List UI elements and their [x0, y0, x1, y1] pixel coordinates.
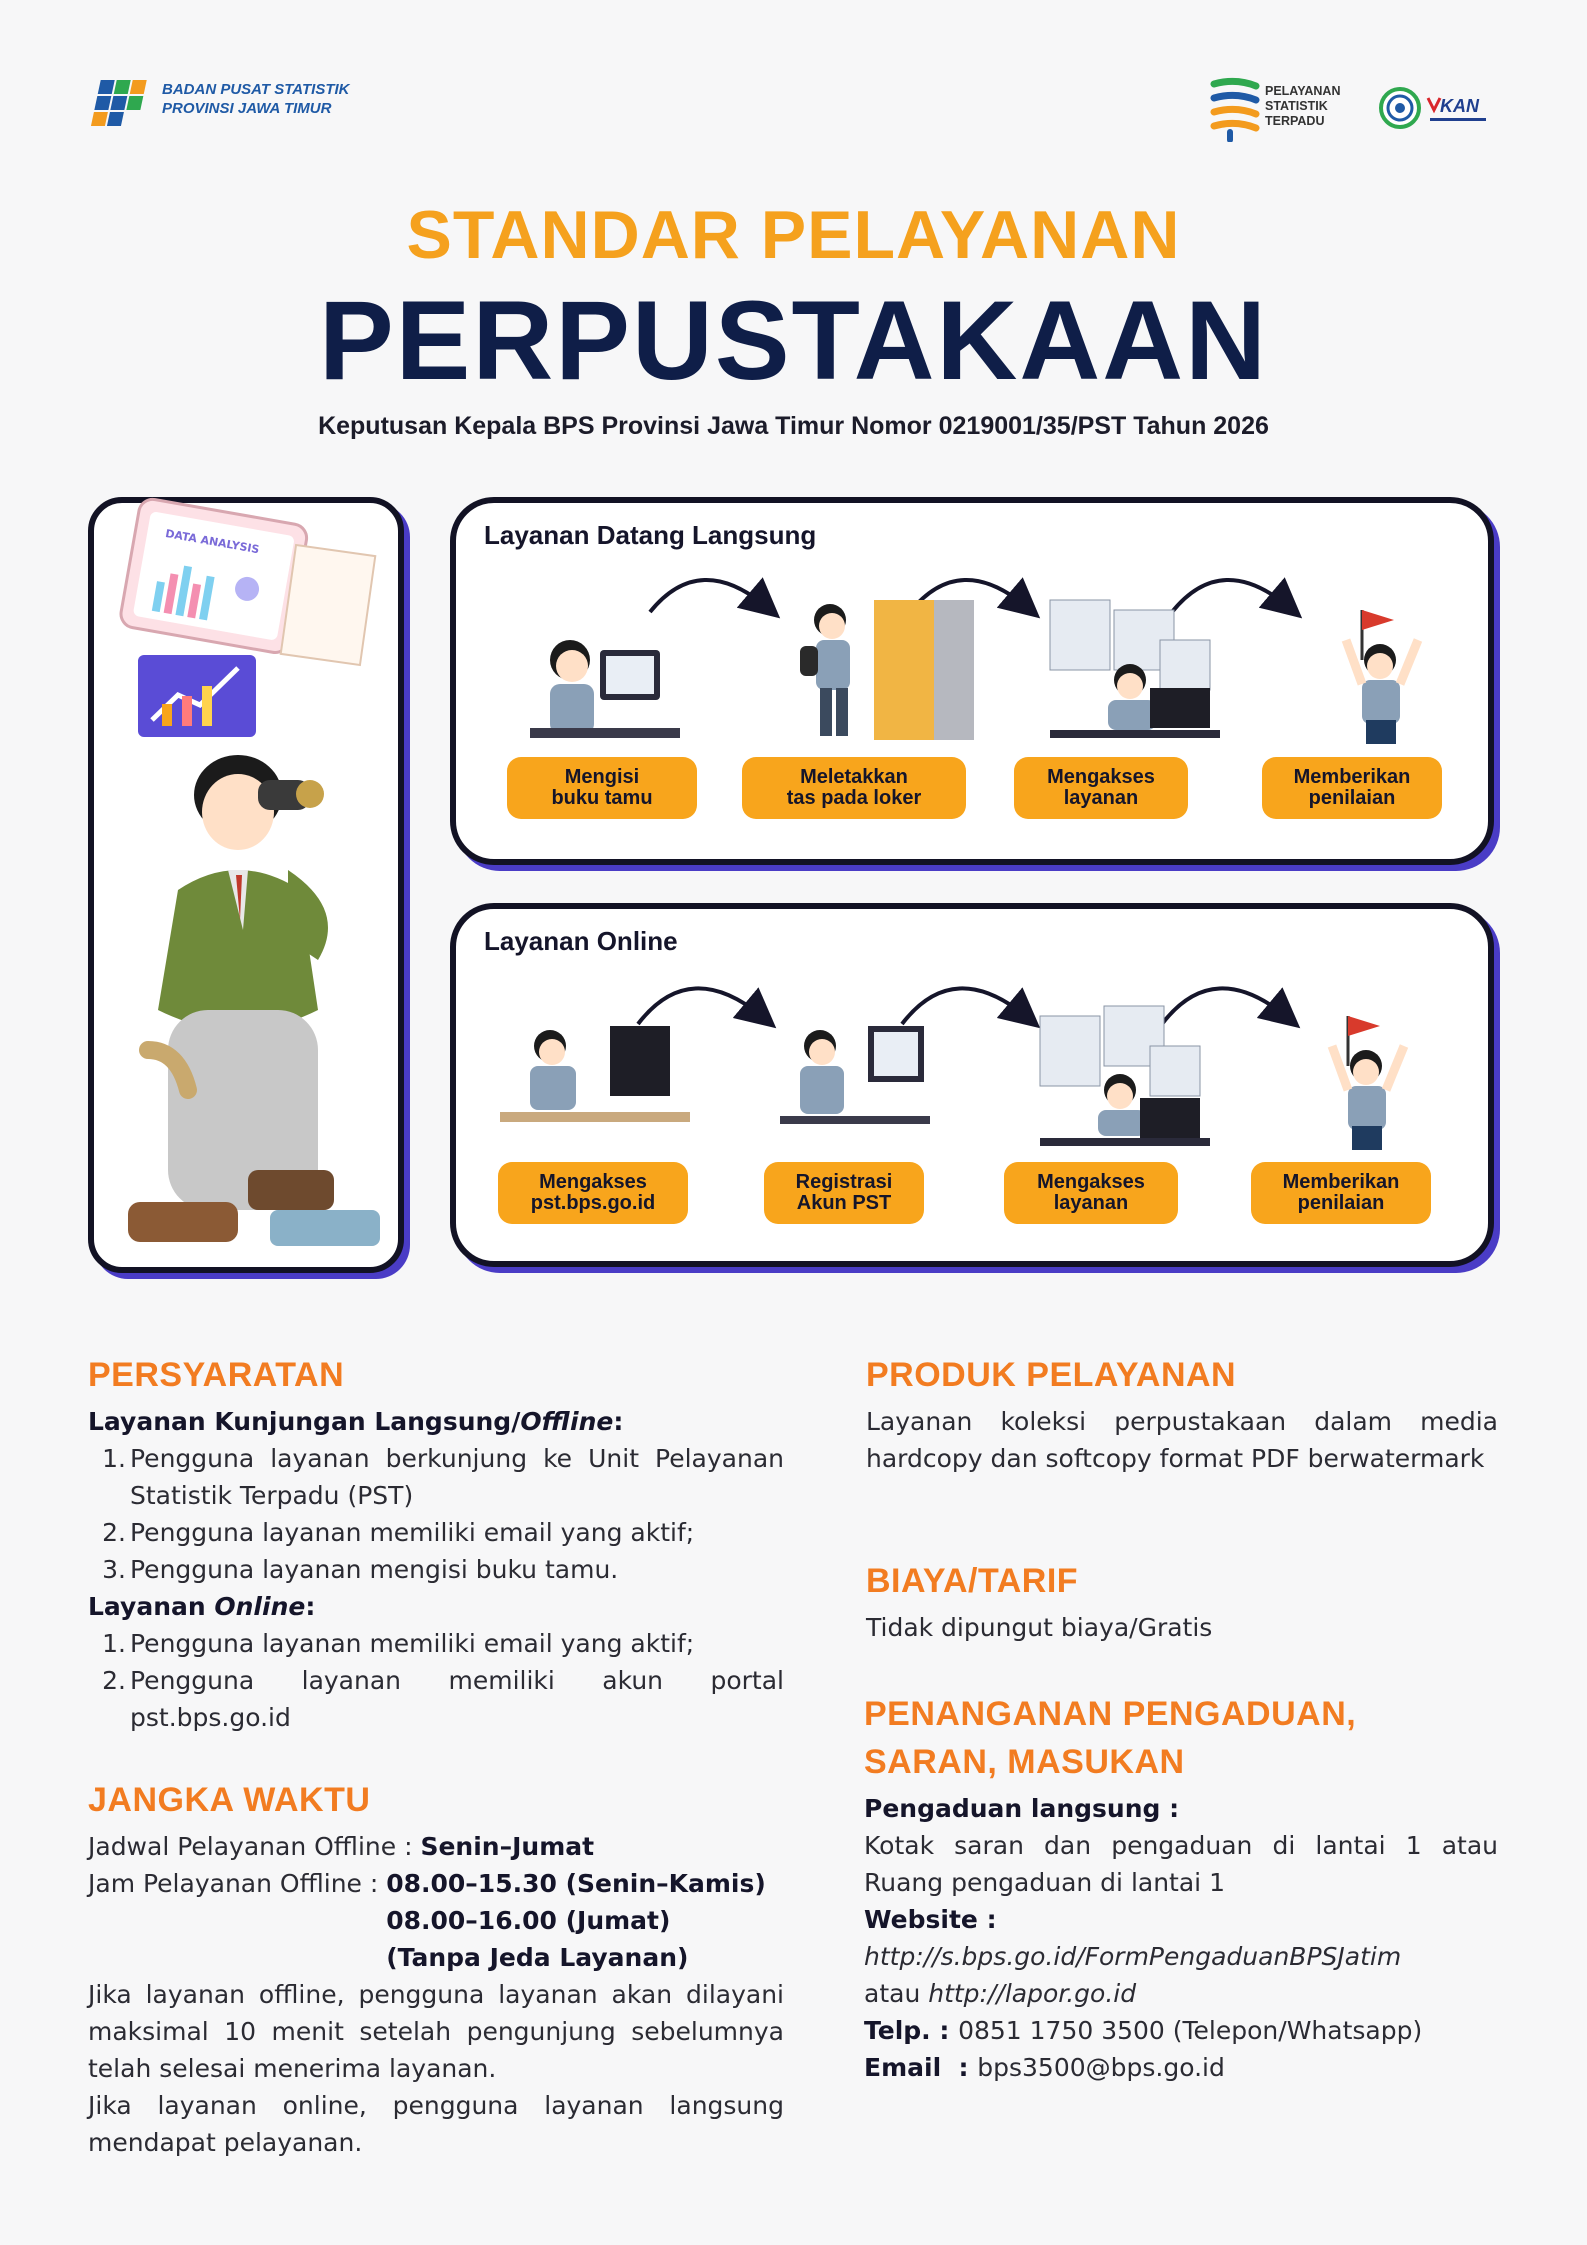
- org-name: BADAN PUSAT STATISTIK PROVINSI JAWA TIMUR: [162, 81, 350, 117]
- persyaratan-section: [88, 1403, 784, 1736]
- produk-title: PRODUK PELAYANAN: [866, 1356, 1237, 1394]
- pengaduan-langsung-text: Kotak saran dan pengaduan di lantai 1 atau Ruang pengaduan di lantai 1: [864, 1831, 1498, 1897]
- online-requirements-heading: Layanan Online:: [88, 1592, 316, 1621]
- explorer-illustration: [88, 490, 448, 1290]
- online-step-3-label: Mengakses layanan: [1004, 1162, 1178, 1224]
- telp-row: Telp. : 0851 1750 3500 (Telepon/Whatsapp): [864, 2016, 1423, 2045]
- kan-logo-icon: [1426, 92, 1492, 126]
- persyaratan-title: PERSYARATAN: [88, 1356, 345, 1394]
- online-step-2-label: Registrasi Akun PST: [764, 1162, 924, 1224]
- offline-time-note: Jika layanan offline, pengguna layanan akan dilayani maksimal 10 menit setelah pengunjung sebelumnya telah selesai menerima layanan.: [88, 1980, 784, 2083]
- produk-text: Layanan koleksi perpustakaan dalam media hardcopy dan softcopy format PDF berwatermark: [866, 1407, 1498, 1473]
- offline-step-4-label: Memberikan penilaian: [1262, 757, 1442, 819]
- pst-logo-icon: [1210, 76, 1260, 142]
- website-label: Website :: [864, 1905, 997, 1934]
- website-link-1[interactable]: http://s.bps.go.id/FormPengaduanBPSJatim: [864, 1942, 1402, 1971]
- online-requirements-list: [88, 1625, 784, 1736]
- list-item: 3. Pengguna layanan mengisi buku tamu.: [102, 1555, 619, 1584]
- list-item: 2. Pengguna layanan memiliki akun portal pst.bps.go.id: [102, 1666, 784, 1732]
- list-item: 1. Pengguna layanan memiliki email yang aktif;: [102, 1629, 695, 1658]
- title-top: STANDAR PELAYANAN: [406, 197, 1181, 273]
- website-link-2[interactable]: http://lapor.go.id: [928, 1979, 1137, 2008]
- website-alt-row: atau http://lapor.go.id: [864, 1979, 1137, 2008]
- jam-values: 08.00–15.30 (Senin–Kamis) 08.00–16.00 (Jumat) (Tanpa Jeda Layanan): [386, 1869, 766, 1972]
- list-item: 2. Pengguna layanan memiliki email yang aktif;: [102, 1518, 695, 1547]
- jangka-waktu-title: JANGKA WAKTU: [88, 1781, 371, 1819]
- jadwal-row: Jadwal Pelayanan Offline : Senin–Jumat: [88, 1832, 595, 1861]
- online-service-title: Layanan Online: [484, 926, 678, 956]
- biaya-text: Tidak dipungut biaya/Gratis: [866, 1613, 1213, 1642]
- email-row: Email : bps3500@bps.go.id: [864, 2053, 1225, 2082]
- svg-text:KAN: KAN: [1440, 96, 1479, 116]
- pengaduan-langsung-label: Pengaduan langsung :: [864, 1794, 1180, 1823]
- biaya-title: BIAYA/TARIF: [866, 1562, 1079, 1600]
- jangka-waktu-section: [88, 1828, 784, 2161]
- online-flow-illustration: [450, 946, 1494, 1176]
- offline-service-title: Layanan Datang Langsung: [484, 520, 817, 550]
- offline-step-3-label: Mengakses layanan: [1014, 757, 1188, 819]
- pengaduan-section: [864, 1790, 1498, 2086]
- certification-seal-icon: [1378, 86, 1422, 130]
- online-step-4-label: Memberikan penilaian: [1251, 1162, 1431, 1224]
- email-link[interactable]: bps3500@bps.go.id: [977, 2053, 1225, 2082]
- offline-requirements-heading: Layanan Kunjungan Langsung/Offline:: [88, 1407, 624, 1436]
- decree-subtitle: Keputusan Kepala BPS Provinsi Jawa Timur Nomor 0219001/35/PST Tahun 2026: [318, 412, 1269, 440]
- pst-name: PELAYANAN STATISTIK TERPADU: [1265, 84, 1341, 128]
- svg-text:DATA ANALYSIS: DATA ANALYSIS: [164, 527, 261, 557]
- bps-logo-icon: [88, 74, 158, 132]
- offline-requirements-list: [88, 1440, 784, 1588]
- online-step-1-label: Mengakses pst.bps.go.id: [498, 1162, 688, 1224]
- pengaduan-title: PENANGANAN PENGADUAN, SARAN, MASUKAN: [864, 1695, 1357, 1781]
- list-item: 1. Pengguna layanan berkunjung ke Unit Pelayanan Statistik Terpadu (PST): [102, 1444, 784, 1510]
- online-time-note: Jika layanan online, pengguna layanan langsung mendapat pelayanan.: [88, 2091, 784, 2157]
- offline-flow-illustration: [450, 540, 1494, 780]
- page-title: PERPUSTAKAAN: [318, 278, 1269, 403]
- jam-row: Jam Pelayanan Offline : 08.00–15.30 (Senin–Kamis) 08.00–16.00 (Jumat) (Tanpa Jeda Layanan): [88, 1865, 784, 1976]
- offline-step-1-label: Mengisi buku tamu: [507, 757, 697, 819]
- offline-step-2-label: Meletakkan tas pada loker: [742, 757, 966, 819]
